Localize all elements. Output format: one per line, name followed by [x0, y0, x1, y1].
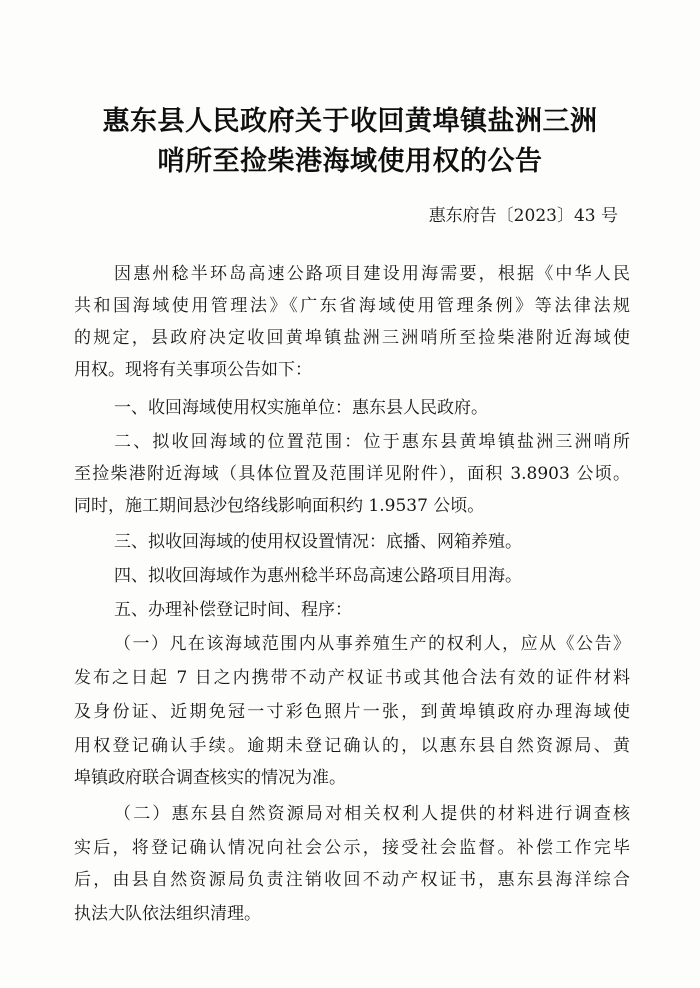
body-line: 发布之日起 7 日之内携带不动产权证书或其他合法有效的证件材料: [74, 668, 630, 688]
body-line: 共和国海域使用管理法》《广东省海域使用管理条例》等法律法规: [74, 296, 630, 316]
document-number: 惠东府告〔2023〕43 号: [428, 206, 618, 226]
body-line: 五、办理补偿登记时间、程序：: [114, 600, 352, 620]
body-line: 后，由县自然资源局负责注销收回不动产权证书，惠东县海洋综合: [74, 870, 630, 890]
body-line: （一）凡在该海域范围内从事养殖生产的权利人，应从《公告》: [114, 634, 630, 654]
body-line: 因惠州稔半环岛高速公路项目建设用海需要，根据《中华人民: [114, 264, 630, 284]
body-line: 实后，将登记确认情况向社会公示，接受社会监督。补偿工作完毕: [74, 838, 630, 858]
body-line: 的规定，县政府决定收回黄埠镇盐洲三洲哨所至捡柴港附近海域使: [74, 328, 630, 348]
body-line: 执法大队依法组织清理。: [74, 904, 261, 924]
body-line: 至捡柴港附近海域（具体位置及范围详见附件），面积 3.8903 公顷。: [74, 464, 630, 484]
body-line: （二）惠东县自然资源局对相关权利人提供的材料进行调查核: [114, 804, 630, 824]
body-line: 四、拟收回海域作为惠州稔半环岛高速公路项目用海。: [114, 566, 522, 586]
body-line: 一、收回海域使用权实施单位：惠东县人民政府。: [114, 398, 488, 418]
body-line: 同时，施工期间悬沙包络线影响面积约 1.9537 公顷。: [74, 496, 485, 516]
body-line: 三、拟收回海域的使用权设置情况：底播、网箱养殖。: [114, 532, 522, 552]
body-line: 用权。现将有关事项公告如下：: [74, 360, 312, 380]
body-line: 二、拟收回海域的位置范围：位于惠东县黄埠镇盐洲三洲哨所: [114, 432, 630, 452]
document-title-line-1: 惠东县人民政府关于收回黄埠镇盐洲三洲: [102, 106, 598, 137]
body-line: 埠镇政府联合调查核实的情况为准。: [74, 768, 346, 788]
body-line: 用权登记确认手续。逾期未登记确认的，以惠东县自然资源局、黄: [74, 736, 630, 756]
body-line: 及身份证、近期免冠一寸彩色照片一张，到黄埠镇政府办理海域使: [74, 702, 630, 722]
document-title-line-2: 哨所至捡柴港海域使用权的公告: [157, 146, 543, 177]
